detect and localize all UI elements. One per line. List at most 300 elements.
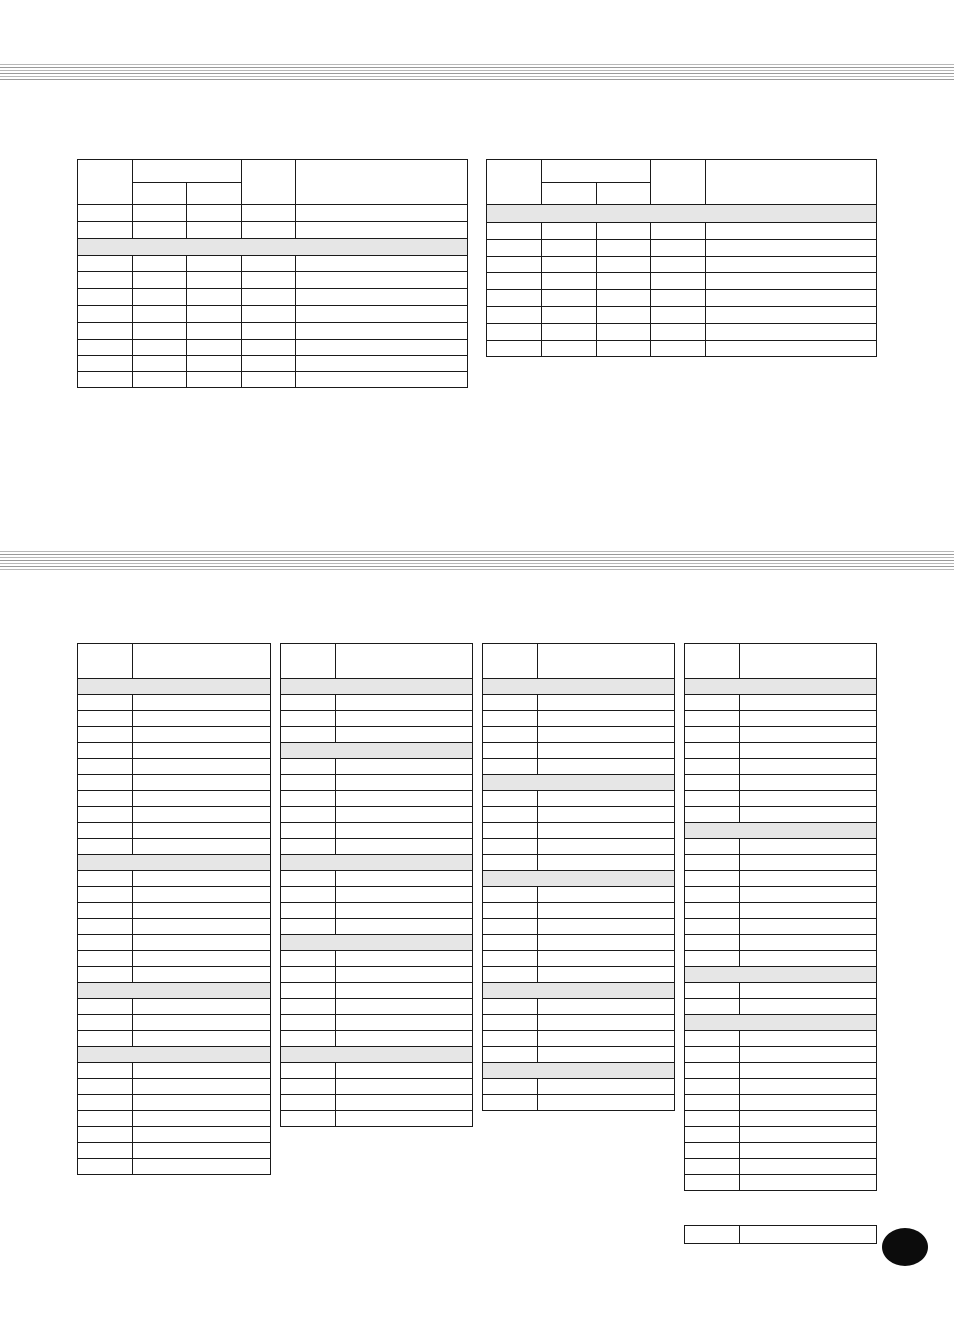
table-cell — [78, 919, 133, 935]
table-cell — [483, 855, 538, 871]
table-row — [281, 711, 473, 727]
table-row — [483, 743, 675, 759]
section-row — [281, 743, 473, 759]
table-cell — [740, 775, 877, 791]
table-cell — [242, 372, 296, 388]
table-row — [281, 807, 473, 823]
table-row — [483, 823, 675, 839]
header-cell — [487, 160, 542, 205]
table-cell — [740, 1175, 877, 1191]
table-cell — [685, 983, 740, 999]
table-cell — [740, 807, 877, 823]
table-cell — [740, 695, 877, 711]
table-cell — [133, 1159, 271, 1175]
table-cell — [538, 935, 675, 951]
middle-rule-band — [0, 551, 954, 572]
table-row — [281, 903, 473, 919]
section-row — [78, 679, 271, 695]
header-cell — [685, 644, 740, 679]
table-cell — [542, 324, 597, 341]
table-cell — [740, 999, 877, 1015]
header-cell — [296, 160, 468, 205]
table-cell — [281, 775, 336, 791]
table-cell — [487, 307, 542, 324]
table-cell — [740, 871, 877, 887]
table-cell — [651, 223, 706, 240]
header-cell — [78, 644, 133, 679]
lower-list-column-4 — [684, 643, 877, 1191]
table-cell — [133, 935, 271, 951]
table-cell — [133, 727, 271, 743]
table-cell — [597, 223, 651, 240]
table-row — [483, 711, 675, 727]
table-cell — [281, 951, 336, 967]
table-cell — [483, 951, 538, 967]
table-cell — [538, 999, 675, 1015]
table-row — [685, 1047, 877, 1063]
table-row — [685, 759, 877, 775]
table-cell — [242, 340, 296, 356]
table-cell — [133, 967, 271, 983]
table-row — [78, 871, 271, 887]
table-cell — [133, 887, 271, 903]
table-cell — [133, 871, 271, 887]
table-cell — [740, 1226, 877, 1244]
table-row — [78, 340, 468, 356]
table-row — [78, 839, 271, 855]
table-cell — [78, 967, 133, 983]
table-row — [685, 775, 877, 791]
table-cell — [187, 272, 242, 289]
table-cell — [538, 903, 675, 919]
upper-left-table — [77, 159, 468, 388]
table-cell — [78, 999, 133, 1015]
table-row — [685, 695, 877, 711]
table-row — [685, 1063, 877, 1079]
header-cell — [538, 644, 675, 679]
table-row — [685, 967, 877, 983]
table-cell — [685, 759, 740, 775]
section-row — [685, 1015, 877, 1031]
lower-list-column-2 — [280, 643, 473, 1127]
table-cell — [685, 919, 740, 935]
table-cell — [483, 935, 538, 951]
table-cell — [133, 205, 187, 222]
header-cell — [133, 160, 242, 183]
table-cell — [538, 1015, 675, 1031]
table-cell — [542, 307, 597, 324]
table-cell — [281, 1079, 336, 1095]
table-cell — [78, 356, 133, 372]
table-cell — [78, 1031, 133, 1047]
table-row — [281, 1095, 473, 1111]
table-row — [483, 679, 675, 695]
table-row — [483, 1095, 675, 1111]
table-cell — [740, 951, 877, 967]
table-cell — [281, 903, 336, 919]
table-cell — [78, 323, 133, 340]
table-cell — [542, 257, 597, 273]
table-row — [685, 823, 877, 839]
table-row — [483, 935, 675, 951]
table-cell — [281, 823, 336, 839]
table-row — [78, 887, 271, 903]
table-row — [281, 775, 473, 791]
header-cell — [187, 183, 242, 205]
table-cell — [78, 791, 133, 807]
header-cell — [133, 644, 271, 679]
table-row — [483, 855, 675, 871]
table-cell — [281, 967, 336, 983]
table-cell — [740, 1143, 877, 1159]
table-cell — [336, 1079, 473, 1095]
table-row — [685, 935, 877, 951]
table-cell — [538, 1079, 675, 1095]
table-cell — [597, 257, 651, 273]
header-cell — [281, 644, 336, 679]
table-row — [487, 257, 877, 273]
table-cell — [133, 256, 187, 272]
table-cell — [296, 272, 468, 289]
table-row — [78, 903, 271, 919]
table-row — [483, 1047, 675, 1063]
header-cell — [133, 183, 187, 205]
table-cell — [281, 759, 336, 775]
table-row — [281, 951, 473, 967]
table-cell — [78, 272, 133, 289]
table-cell — [483, 807, 538, 823]
table-row — [78, 951, 271, 967]
table-cell — [133, 340, 187, 356]
table-row — [78, 644, 271, 679]
table-cell — [542, 341, 597, 357]
table-cell — [685, 935, 740, 951]
table-row — [487, 324, 877, 341]
table-cell — [336, 775, 473, 791]
table-cell — [706, 290, 877, 307]
table-cell — [296, 340, 468, 356]
table-row — [78, 983, 271, 999]
table-row — [281, 871, 473, 887]
table-row — [685, 983, 877, 999]
table-row — [281, 967, 473, 983]
lower-list-column-1 — [77, 643, 271, 1175]
table-cell — [296, 289, 468, 306]
table-cell — [281, 839, 336, 855]
section-row — [483, 983, 675, 999]
table-cell — [597, 307, 651, 324]
table-cell — [483, 791, 538, 807]
table-cell — [685, 1226, 740, 1244]
section-row — [281, 855, 473, 871]
table-cell — [242, 306, 296, 323]
table-row — [685, 903, 877, 919]
table-cell — [597, 290, 651, 307]
table-row — [281, 999, 473, 1015]
table-row — [78, 1063, 271, 1079]
table-cell — [685, 807, 740, 823]
table-row — [78, 1015, 271, 1031]
table-cell — [336, 967, 473, 983]
table-row — [685, 1175, 877, 1191]
table-cell — [740, 935, 877, 951]
table-row — [483, 791, 675, 807]
table-cell — [483, 903, 538, 919]
table-cell — [336, 919, 473, 935]
table-cell — [483, 743, 538, 759]
header-cell — [597, 183, 651, 205]
table-row — [685, 887, 877, 903]
table-cell — [542, 240, 597, 257]
section-row — [487, 205, 877, 223]
table-cell — [78, 1079, 133, 1095]
table-cell — [133, 1031, 271, 1047]
table-row — [281, 679, 473, 695]
table-cell — [685, 727, 740, 743]
header-cell — [242, 160, 296, 205]
table-cell — [685, 1143, 740, 1159]
table-row — [78, 356, 468, 372]
table-cell — [336, 1111, 473, 1127]
table-cell — [483, 1047, 538, 1063]
table-cell — [740, 1111, 877, 1127]
table-cell — [685, 887, 740, 903]
table-row — [281, 839, 473, 855]
table-row — [483, 1015, 675, 1031]
table-cell — [685, 711, 740, 727]
table-cell — [538, 807, 675, 823]
table-cell — [281, 1015, 336, 1031]
table-cell — [336, 759, 473, 775]
table-cell — [651, 273, 706, 290]
table-cell — [538, 967, 675, 983]
table-row — [78, 372, 468, 388]
table-row — [78, 711, 271, 727]
table-cell — [78, 1015, 133, 1031]
table-cell — [133, 919, 271, 935]
table-row — [685, 951, 877, 967]
table-cell — [78, 903, 133, 919]
table-cell — [706, 240, 877, 257]
table-cell — [685, 775, 740, 791]
table-cell — [281, 727, 336, 743]
section-row — [685, 679, 877, 695]
table-row — [685, 919, 877, 935]
table-cell — [685, 1175, 740, 1191]
table-cell — [538, 887, 675, 903]
section-row — [685, 823, 877, 839]
table-row — [487, 290, 877, 307]
table-cell — [685, 743, 740, 759]
table-row — [685, 679, 877, 695]
table-cell — [597, 273, 651, 290]
table-row — [685, 855, 877, 871]
table-cell — [336, 999, 473, 1015]
table-cell — [336, 727, 473, 743]
table-cell — [542, 223, 597, 240]
table-row — [78, 1031, 271, 1047]
table-row — [281, 1079, 473, 1095]
table-cell — [133, 839, 271, 855]
table-cell — [487, 273, 542, 290]
table-cell — [685, 1079, 740, 1095]
table-cell — [538, 919, 675, 935]
table-cell — [336, 839, 473, 855]
header-cell — [651, 160, 706, 205]
table-row — [78, 791, 271, 807]
table-cell — [685, 1031, 740, 1047]
table-cell — [483, 967, 538, 983]
table-row — [78, 1079, 271, 1095]
table-row — [487, 273, 877, 290]
table-cell — [651, 324, 706, 341]
table-row — [483, 727, 675, 743]
table-cell — [651, 307, 706, 324]
table-row — [685, 1226, 877, 1244]
table-cell — [187, 323, 242, 340]
table-cell — [538, 951, 675, 967]
table-cell — [78, 743, 133, 759]
table-cell — [133, 1127, 271, 1143]
table-row — [78, 1111, 271, 1127]
table-cell — [538, 839, 675, 855]
header-cell — [542, 160, 651, 183]
section-row — [483, 871, 675, 887]
table-row — [483, 967, 675, 983]
table-row — [281, 791, 473, 807]
table-row — [483, 807, 675, 823]
table-cell — [78, 695, 133, 711]
table-row — [78, 695, 271, 711]
table-row — [78, 1127, 271, 1143]
table-row — [483, 871, 675, 887]
table-cell — [483, 839, 538, 855]
table-row — [487, 160, 877, 183]
table-cell — [78, 823, 133, 839]
table-row — [483, 695, 675, 711]
table-cell — [740, 743, 877, 759]
table-row — [78, 1159, 271, 1175]
table-cell — [242, 256, 296, 272]
table-row — [281, 759, 473, 775]
table-row — [281, 1031, 473, 1047]
table-row — [281, 1063, 473, 1079]
table-cell — [187, 372, 242, 388]
section-row — [281, 679, 473, 695]
table-row — [483, 919, 675, 935]
table-row — [78, 967, 271, 983]
table-cell — [133, 807, 271, 823]
table-cell — [296, 256, 468, 272]
table-cell — [336, 903, 473, 919]
table-cell — [685, 1047, 740, 1063]
table-row — [483, 644, 675, 679]
table-cell — [78, 951, 133, 967]
table-cell — [336, 791, 473, 807]
table-cell — [542, 273, 597, 290]
table-cell — [487, 341, 542, 357]
table-cell — [78, 1159, 133, 1175]
table-cell — [133, 372, 187, 388]
table-cell — [242, 356, 296, 372]
table-row — [483, 1031, 675, 1047]
table-cell — [538, 759, 675, 775]
table-cell — [740, 855, 877, 871]
section-row — [483, 1063, 675, 1079]
top-rule-band — [0, 64, 954, 82]
table-cell — [187, 306, 242, 323]
table-row — [281, 823, 473, 839]
table-row — [281, 935, 473, 951]
table-cell — [281, 887, 336, 903]
table-cell — [336, 807, 473, 823]
table-row — [685, 1143, 877, 1159]
table-row — [281, 983, 473, 999]
table-row — [483, 759, 675, 775]
table-cell — [296, 323, 468, 340]
table-cell — [281, 1031, 336, 1047]
table-cell — [78, 372, 133, 388]
table-cell — [597, 324, 651, 341]
table-row — [78, 323, 468, 340]
table-cell — [740, 983, 877, 999]
table-row — [685, 727, 877, 743]
table-cell — [133, 323, 187, 340]
table-cell — [296, 222, 468, 239]
table-row — [281, 1111, 473, 1127]
table-row — [487, 240, 877, 257]
table-cell — [483, 1095, 538, 1111]
table-cell — [281, 807, 336, 823]
table-cell — [78, 759, 133, 775]
table-cell — [706, 273, 877, 290]
table-cell — [78, 1063, 133, 1079]
table-row — [685, 1095, 877, 1111]
table-cell — [685, 951, 740, 967]
table-cell — [133, 1063, 271, 1079]
table-cell — [187, 222, 242, 239]
table-cell — [78, 775, 133, 791]
table-cell — [740, 1079, 877, 1095]
table-cell — [336, 887, 473, 903]
table-cell — [133, 951, 271, 967]
header-cell — [78, 160, 133, 205]
table-cell — [483, 759, 538, 775]
table-cell — [538, 1031, 675, 1047]
table-row — [281, 1015, 473, 1031]
table-cell — [336, 1015, 473, 1031]
table-cell — [685, 1159, 740, 1175]
table-cell — [187, 289, 242, 306]
table-row — [685, 1111, 877, 1127]
table-row — [685, 999, 877, 1015]
table-row — [78, 759, 271, 775]
table-cell — [78, 256, 133, 272]
table-cell — [78, 711, 133, 727]
table-cell — [133, 743, 271, 759]
table-cell — [538, 695, 675, 711]
table-cell — [483, 823, 538, 839]
table-cell — [706, 324, 877, 341]
table-cell — [487, 290, 542, 307]
table-cell — [685, 1111, 740, 1127]
table-cell — [706, 307, 877, 324]
table-cell — [78, 935, 133, 951]
table-row — [685, 1159, 877, 1175]
table-cell — [685, 999, 740, 1015]
table-cell — [336, 1063, 473, 1079]
table-cell — [187, 256, 242, 272]
